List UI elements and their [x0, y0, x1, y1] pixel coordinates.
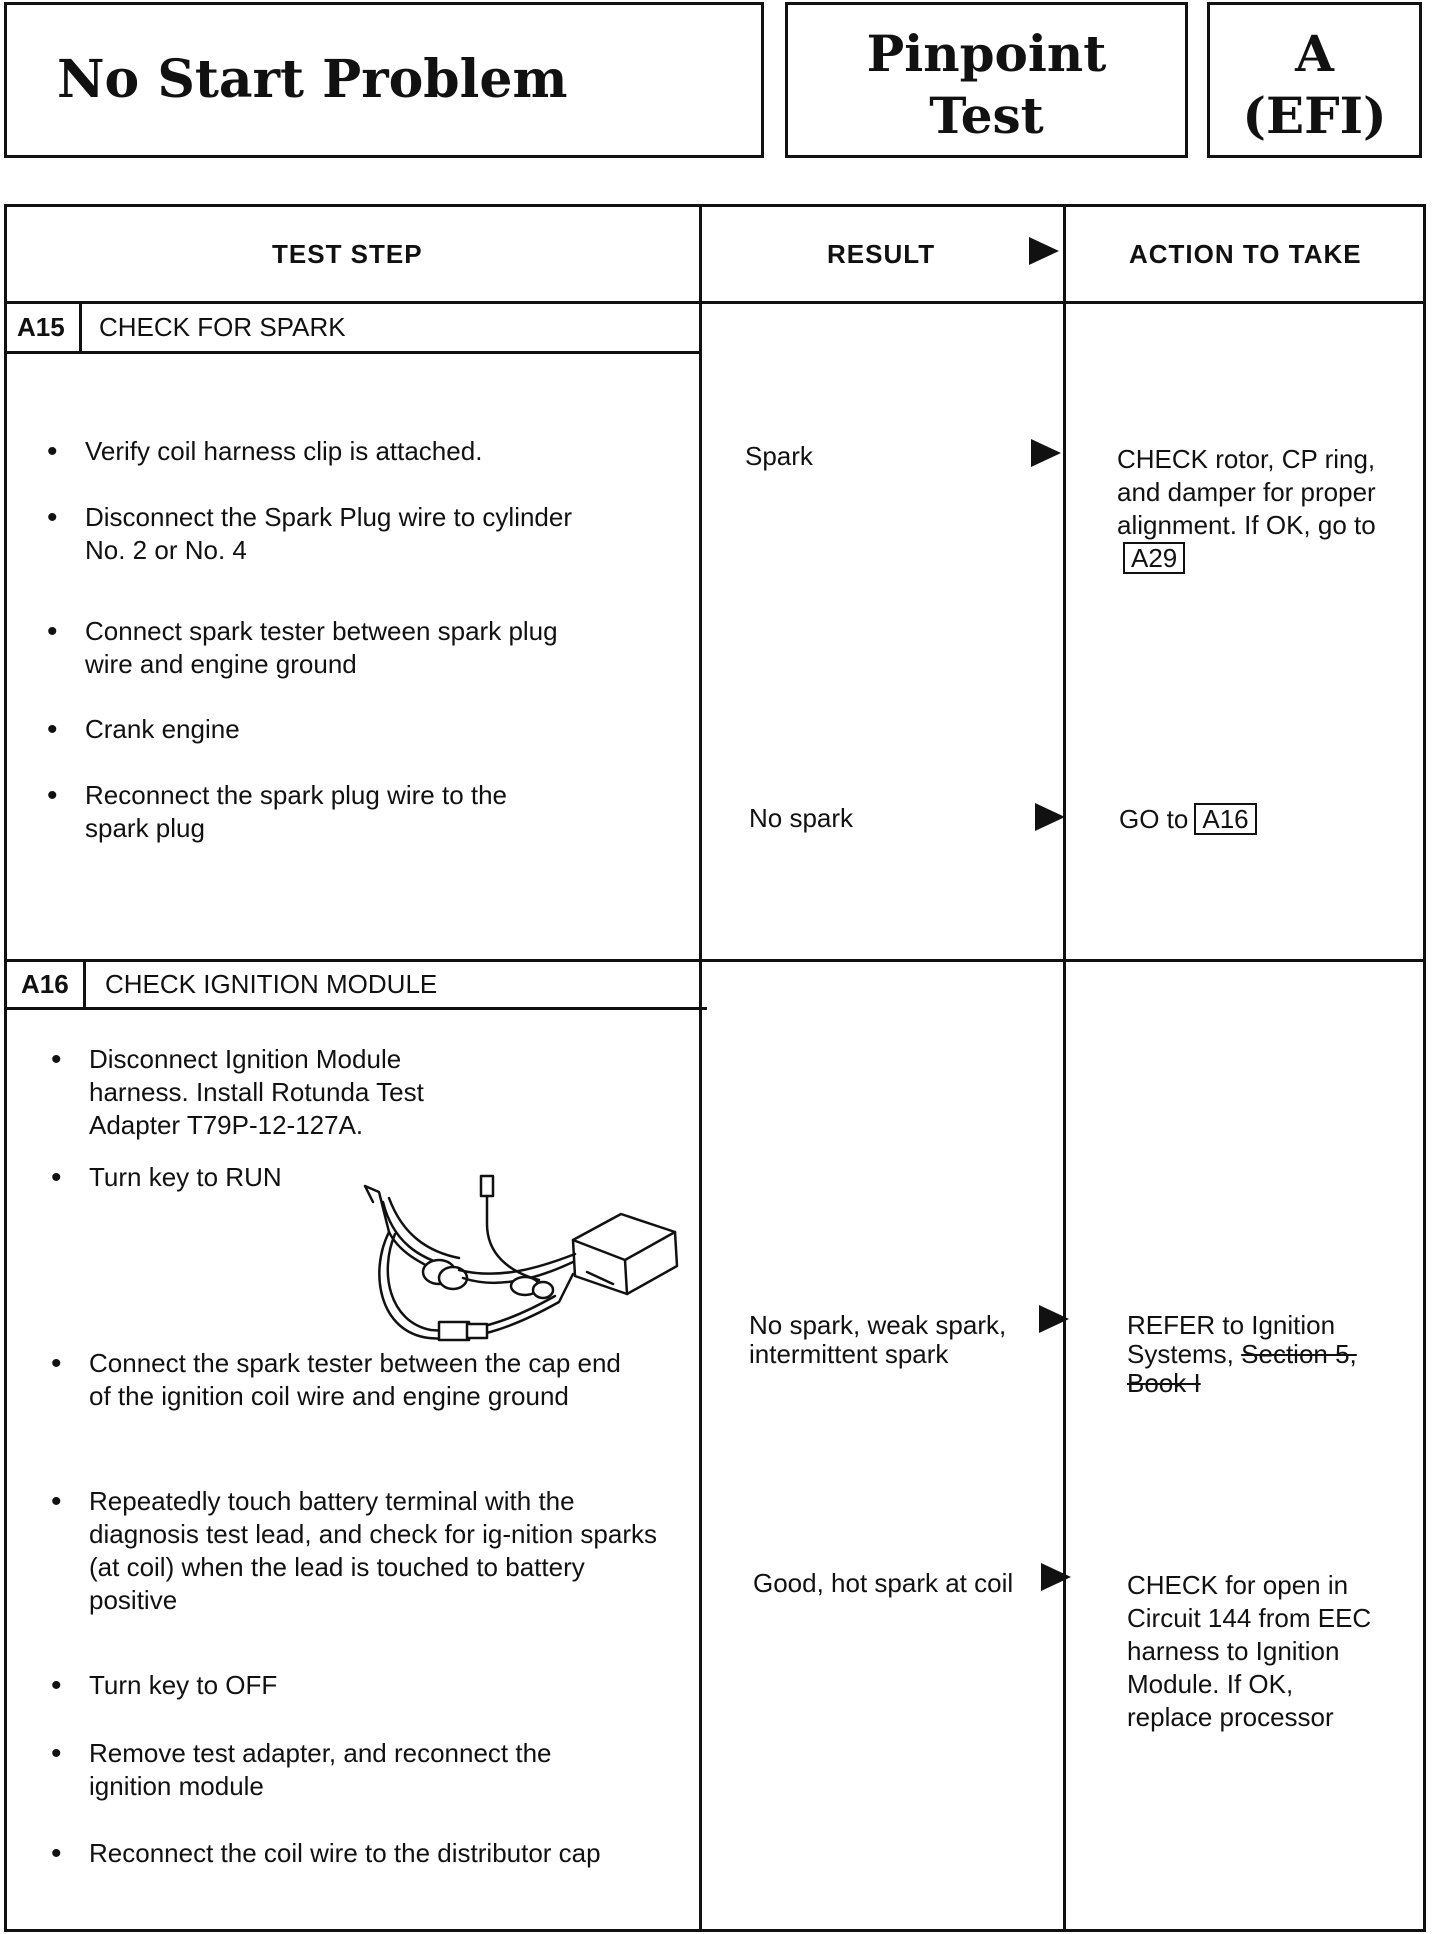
- step-a16-title: CHECK IGNITION MODULE: [105, 969, 438, 999]
- ref-a29: A29: [1123, 542, 1185, 574]
- title-box: [4, 2, 764, 158]
- step-a15-action-1-text: CHECK rotor, CP ring, and damper for proper alignment. If OK, go to: [1117, 444, 1376, 540]
- step-a15-result-2-arrow-icon: [1035, 803, 1065, 831]
- step-a16-result-2: Good, hot spark at coil: [753, 1568, 1014, 1598]
- step-a15-action-2-text: GO to: [1119, 804, 1189, 834]
- column-divider-action: [1063, 207, 1066, 1929]
- step-a16-bullet-1: • Disconnect Ignition Module harness. Install Rotunda Test Adapter T79P-12-127A.: [51, 1043, 469, 1142]
- step-a16-bullet-6: • Remove test adapter, and reconnect the ignition module: [51, 1737, 609, 1803]
- pinpoint-line1: Pinpoint: [866, 24, 1107, 83]
- step-a15-title: CHECK FOR SPARK: [99, 312, 346, 342]
- step-a16-action-1-text-b: Book I: [1127, 1368, 1201, 1398]
- header-divider: [7, 301, 1423, 304]
- step-a16-result-1: No spark, weak spark, intermittent spark: [749, 1310, 1007, 1369]
- step-a16-id-divider: [83, 959, 86, 1007]
- page-title: No Start Problem: [57, 49, 568, 110]
- step-a16-action-1-text-a: REFER to Ignition Systems,: [1127, 1310, 1336, 1369]
- column-header-test-step: TEST STEP: [272, 239, 423, 269]
- column-header-result: RESULT: [827, 239, 936, 269]
- step-a15-action-1: [1117, 443, 1417, 575]
- step-a15-action-2: [1119, 803, 1257, 835]
- pinpoint-test-table: [4, 204, 1426, 1932]
- step-a16-result-1-arrow-icon: [1039, 1305, 1069, 1333]
- step-a16-id: A16: [21, 969, 69, 999]
- step-divider: [7, 959, 1423, 962]
- step-a15-result-2: No spark: [749, 803, 854, 833]
- step-a15-bullet-2: • Disconnect the Spark Plug wire to cylinder No. 2 or No. 4: [47, 501, 585, 567]
- step-a16-bullet-7: • Reconnect the coil wire to the distributor cap: [51, 1837, 609, 1870]
- step-a16-bullet-4: • Repeatedly touch battery terminal with the diagnosis test lead, and check for ig-nition sparks (at coil) when the lead is touched to battery positive: [51, 1485, 669, 1617]
- column-divider-result: [699, 207, 702, 1929]
- step-a16-bullet-2: • Turn key to RUN: [51, 1161, 329, 1194]
- code-line2: (EFI): [1242, 86, 1387, 145]
- result-arrow-icon: [1029, 237, 1059, 265]
- step-a16-action-2: CHECK for open in Circuit 144 from EEC harness to Ignition Module. If OK, replace processor: [1127, 1570, 1372, 1732]
- test-code-label: [1210, 23, 1419, 147]
- step-a16-bullet-3: • Connect the spark tester between the cap end of the ignition coil wire and engine ground: [51, 1347, 629, 1413]
- step-a15-bullet-4: • Crank engine: [47, 713, 645, 746]
- code-line1: A: [1295, 24, 1334, 83]
- step-a15-id-divider: [79, 301, 82, 351]
- step-a16-action-1-struck: Section 5,: [1241, 1339, 1357, 1369]
- step-a15-bullet-3: • Connect spark tester between spark plug wire and engine ground: [47, 615, 585, 681]
- step-a16-action-1: [1127, 1311, 1417, 1398]
- step-a15-result-1-arrow-icon: [1031, 439, 1061, 467]
- step-a15-id: A15: [17, 312, 65, 342]
- test-adapter-illustration: [359, 1162, 689, 1352]
- step-a15-bullet-5: • Reconnect the spark plug wire to the spark plug: [47, 779, 525, 845]
- pinpoint-test-box: [785, 2, 1188, 158]
- ref-a16: A16: [1194, 803, 1256, 835]
- step-a16-result-2-arrow-icon: [1041, 1563, 1071, 1591]
- column-header-action: ACTION TO TAKE: [1129, 239, 1362, 269]
- step-a15-bullet-1: • Verify coil harness clip is attached.: [47, 435, 645, 468]
- step-a16-title-divider: [7, 1007, 707, 1010]
- test-code-box: [1207, 2, 1422, 158]
- step-a15-result-1: Spark: [745, 441, 813, 471]
- pinpoint-line2: Test: [929, 86, 1044, 145]
- pinpoint-label: [788, 23, 1185, 147]
- step-a16-bullet-5: • Turn key to OFF: [51, 1669, 649, 1702]
- step-a15-title-divider: [7, 351, 699, 354]
